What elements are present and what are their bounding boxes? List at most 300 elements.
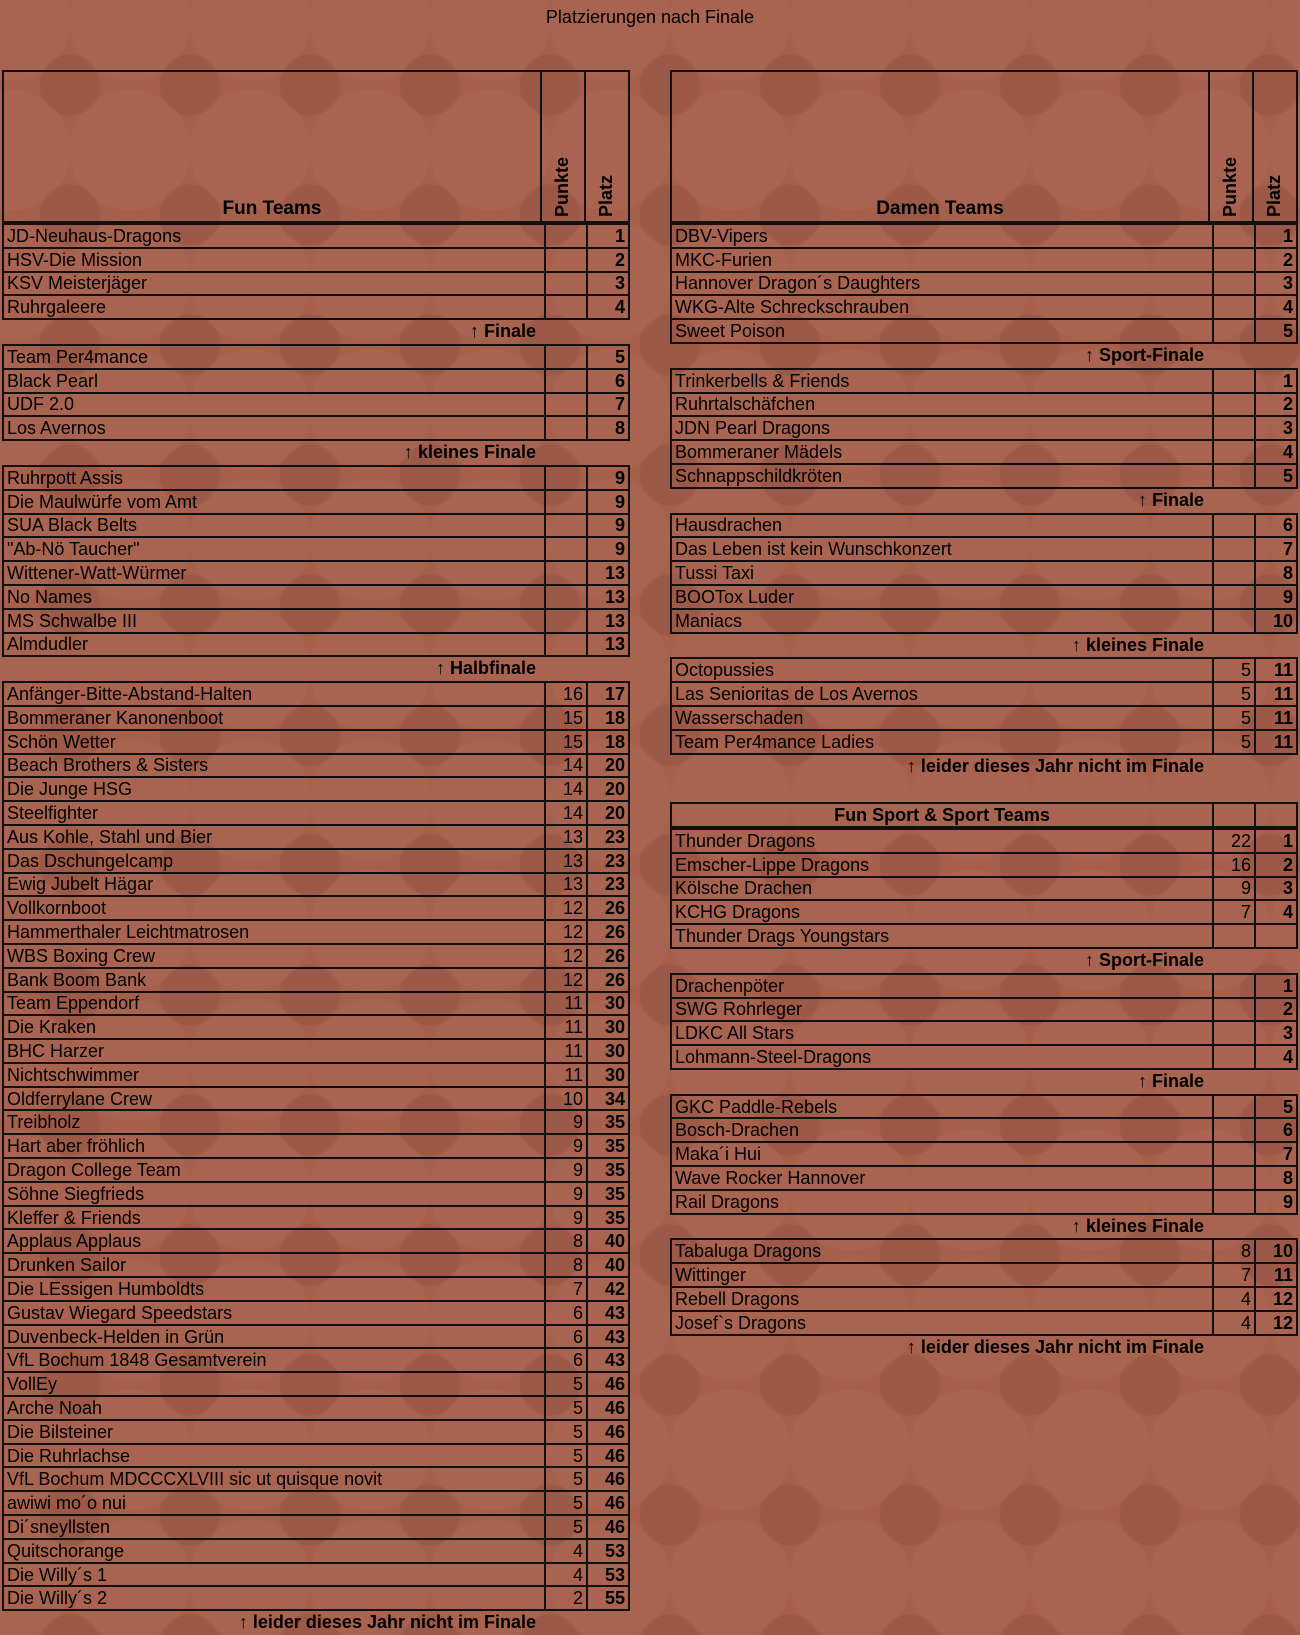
separator-label [670, 634, 1298, 658]
punkte-value [545, 609, 587, 633]
platz-value: 20 [587, 777, 629, 801]
punkte-value [545, 585, 587, 609]
platz-value: 2 [1255, 393, 1297, 417]
table-row [671, 416, 1297, 440]
punkte-value [545, 345, 587, 369]
fun-teams-title: Fun Teams [222, 198, 322, 219]
arrow-up-icon: ↑ [1084, 949, 1094, 970]
punkte-value [1213, 295, 1255, 319]
table-row [3, 754, 629, 778]
punkte-value [1213, 248, 1255, 272]
platz-value: 7 [1255, 1142, 1297, 1166]
team-name: Die Ruhrlachse [3, 1444, 545, 1468]
table-row [671, 1142, 1297, 1166]
platz-value: 4 [1255, 295, 1297, 319]
platz-value: 13 [587, 585, 629, 609]
team-name: Duvenbeck-Helden in Grün [3, 1325, 545, 1349]
separator-text: kleines Finale [1085, 1215, 1204, 1236]
table-row [671, 1263, 1297, 1287]
damen-teams-table [670, 223, 1298, 778]
punkte-value: 9 [545, 1158, 587, 1182]
team-name: WKG-Alte Schreckschrauben [671, 295, 1213, 319]
table-row [671, 369, 1297, 393]
platz-value: 1 [1255, 829, 1297, 853]
table-row [671, 1021, 1297, 1045]
team-name: Vollkornboot [3, 896, 545, 920]
platz-value: 40 [587, 1253, 629, 1277]
ranking-block [670, 513, 1298, 634]
team-name: Ruhrpott Assis [3, 466, 545, 490]
platz-value: 42 [587, 1277, 629, 1301]
punkte-value: 4 [545, 1539, 587, 1563]
arrow-up-icon: ↑ [1071, 1215, 1081, 1236]
platz-value: 30 [587, 1063, 629, 1087]
platz-value: 6 [1255, 514, 1297, 538]
team-name: Team Per4mance [3, 345, 545, 369]
team-name: WBS Boxing Crew [3, 944, 545, 968]
table-row [671, 658, 1297, 682]
table-row [3, 466, 629, 490]
separator-text: leider dieses Jahr nicht im Finale [252, 1612, 536, 1633]
team-name: Die Kraken [3, 1015, 545, 1039]
punkte-value: 13 [545, 849, 587, 873]
table-row [3, 585, 629, 609]
table-row [671, 1095, 1297, 1119]
team-name: Die Junge HSG [3, 777, 545, 801]
platz-value: 9 [1255, 585, 1297, 609]
team-name: Quitschorange [3, 1539, 545, 1563]
page-title: Platzierungen nach Finale [545, 7, 755, 27]
platz-value: 35 [587, 1110, 629, 1134]
team-name: Bank Boom Bank [3, 968, 545, 992]
team-name: Das Dschungelcamp [3, 849, 545, 873]
punkte-value [1213, 1142, 1255, 1166]
punkte-value: 9 [545, 1182, 587, 1206]
separator-text: Sport-Finale [1098, 344, 1204, 365]
table-row [671, 585, 1297, 609]
platz-value [1255, 924, 1297, 948]
punkte-value: 11 [545, 1039, 587, 1063]
table-row [671, 1287, 1297, 1311]
team-name: Wittinger [671, 1263, 1213, 1287]
ranking-block [2, 681, 630, 1611]
team-name: MKC-Furien [671, 248, 1213, 272]
platz-value: 8 [1255, 1166, 1297, 1190]
team-name: Söhne Siegfrieds [3, 1182, 545, 1206]
table-row [3, 1301, 629, 1325]
table-row [671, 609, 1297, 633]
platz-value: 5 [587, 345, 629, 369]
platz-value: 4 [587, 295, 629, 319]
table-row [671, 974, 1297, 998]
team-name: Drachenpöter [671, 974, 1213, 998]
team-name: Ewig Jubelt Hägar [3, 873, 545, 897]
table-row [671, 295, 1297, 319]
punkte-value: 7 [1213, 1263, 1255, 1287]
punkte-value: 5 [545, 1396, 587, 1420]
fun-teams-table [2, 223, 630, 1635]
platz-value: 6 [1255, 1118, 1297, 1142]
platz-value: 9 [1255, 1190, 1297, 1214]
platz-value: 40 [587, 1229, 629, 1253]
table-row [3, 1467, 629, 1491]
team-name: Aus Kohle, Stahl und Bier [3, 825, 545, 849]
punkte-value [1213, 416, 1255, 440]
table-row [671, 272, 1297, 296]
platz-value: 18 [587, 730, 629, 754]
team-name: JDN Pearl Dragons [671, 416, 1213, 440]
punkte-value: 5 [545, 1515, 587, 1539]
table-row [3, 1539, 629, 1563]
platz-value: 1 [587, 224, 629, 248]
punkte-value: 15 [545, 730, 587, 754]
arrow-up-icon: ↑ [1084, 344, 1094, 365]
separator-label [670, 949, 1298, 973]
fun-sport-teams-table [670, 802, 1298, 1359]
separator-label [670, 1215, 1298, 1239]
platz-value: 3 [1255, 272, 1297, 296]
table-row [3, 992, 629, 1016]
fun-teams-column [2, 70, 630, 1635]
team-name: Ruhrgaleere [3, 295, 545, 319]
punkte-value: 2 [545, 1586, 587, 1610]
punkte-value: 4 [545, 1563, 587, 1587]
punkte-value [1213, 272, 1255, 296]
team-name: Tussi Taxi [671, 561, 1213, 585]
separator-text: Finale [483, 321, 536, 342]
table-row [3, 1134, 629, 1158]
platz-value: 46 [587, 1515, 629, 1539]
table-row [3, 1586, 629, 1610]
separator-text: kleines Finale [1085, 634, 1204, 655]
platz-value: 12 [1255, 1287, 1297, 1311]
punkte-header: Punkte [540, 72, 584, 221]
team-name: Hart aber fröhlich [3, 1134, 545, 1158]
fun-teams-header [2, 70, 630, 223]
platz-value: 8 [587, 416, 629, 440]
table-row [671, 682, 1297, 706]
table-row [3, 1396, 629, 1420]
table-row [3, 825, 629, 849]
team-name: Treibholz [3, 1110, 545, 1134]
team-name: DBV-Vipers [671, 224, 1213, 248]
platz-value: 13 [587, 609, 629, 633]
table-row [671, 537, 1297, 561]
punkte-header: Punkte [1208, 72, 1252, 221]
team-name: Arche Noah [3, 1396, 545, 1420]
table-row [3, 345, 629, 369]
table-row [3, 1325, 629, 1349]
platz-value: 13 [587, 561, 629, 585]
platz-value: 12 [1255, 1311, 1297, 1335]
ranking-block [670, 223, 1298, 344]
punkte-value: 5 [1213, 682, 1255, 706]
table-row [671, 924, 1297, 948]
separator-label [2, 320, 630, 344]
platz-value: 23 [587, 849, 629, 873]
arrow-up-icon: ↑ [469, 321, 479, 342]
table-row [671, 393, 1297, 417]
table-row [3, 1515, 629, 1539]
team-name: SWG Rohrleger [671, 998, 1213, 1022]
ranking-block [2, 344, 630, 441]
punkte-value: 11 [545, 992, 587, 1016]
team-name: Bosch-Drachen [671, 1118, 1213, 1142]
table-row [3, 1039, 629, 1063]
punkte-value [1213, 514, 1255, 538]
punkte-cell [1213, 803, 1255, 827]
team-name: Tabaluga Dragons [671, 1239, 1213, 1263]
table-row [3, 1348, 629, 1372]
team-name: Beach Brothers & Sisters [3, 754, 545, 778]
table-row [3, 777, 629, 801]
team-name: Thunder Drags Youngstars [671, 924, 1213, 948]
damen-teams-header [670, 70, 1298, 223]
punkte-value: 8 [545, 1253, 587, 1277]
platz-value: 43 [587, 1348, 629, 1372]
table-row [3, 944, 629, 968]
punkte-value [1213, 1190, 1255, 1214]
team-name: Rail Dragons [671, 1190, 1213, 1214]
team-name: Nichtschwimmer [3, 1063, 545, 1087]
platz-value: 5 [1255, 1095, 1297, 1119]
team-name: VfL Bochum 1848 Gesamtverein [3, 1348, 545, 1372]
team-name: Josef`s Dragons [671, 1311, 1213, 1335]
platz-value: 10 [1255, 609, 1297, 633]
ranking-block [670, 1094, 1298, 1215]
table-row [3, 1206, 629, 1230]
platz-value: 3 [1255, 416, 1297, 440]
punkte-value: 11 [545, 1063, 587, 1087]
platz-value: 30 [587, 1039, 629, 1063]
team-name: Oldferrylane Crew [3, 1087, 545, 1111]
punkte-value [1213, 1045, 1255, 1069]
platz-value: 1 [1255, 974, 1297, 998]
table-row [3, 1182, 629, 1206]
team-name: VollEy [3, 1372, 545, 1396]
platz-value: 11 [1255, 682, 1297, 706]
punkte-value: 6 [545, 1325, 587, 1349]
punkte-value [1213, 464, 1255, 488]
table-row [671, 561, 1297, 585]
platz-value: 43 [587, 1325, 629, 1349]
team-name: JD-Neuhaus-Dragons [3, 224, 545, 248]
punkte-value [1213, 561, 1255, 585]
table-row [3, 369, 629, 393]
table-row [3, 1277, 629, 1301]
table-row [3, 224, 629, 248]
team-name: SUA Black Belts [3, 514, 545, 538]
table-row [3, 1110, 629, 1134]
table-row [3, 272, 629, 296]
punkte-value: 5 [545, 1491, 587, 1515]
punkte-value [1213, 585, 1255, 609]
punkte-value [1213, 393, 1255, 417]
table-row [671, 319, 1297, 343]
separator-text: Finale [1151, 1070, 1204, 1091]
team-name: Los Avernos [3, 416, 545, 440]
punkte-value: 8 [545, 1229, 587, 1253]
platz-value: 23 [587, 873, 629, 897]
team-name: Team Per4mance Ladies [671, 730, 1213, 754]
team-name: HSV-Die Mission [3, 248, 545, 272]
punkte-value [1213, 319, 1255, 343]
table-row [3, 1087, 629, 1111]
platz-value: 46 [587, 1372, 629, 1396]
punkte-value: 5 [545, 1444, 587, 1468]
punkte-value [545, 295, 587, 319]
table-row [3, 609, 629, 633]
table-row [3, 1229, 629, 1253]
team-name: LDKC All Stars [671, 1021, 1213, 1045]
table-row [3, 968, 629, 992]
platz-value: 13 [587, 633, 629, 657]
punkte-value: 14 [545, 777, 587, 801]
punkte-value [1213, 924, 1255, 948]
team-name: Wittener-Watt-Würmer [3, 561, 545, 585]
platz-value: 35 [587, 1134, 629, 1158]
platz-value: 7 [1255, 537, 1297, 561]
punkte-value [1213, 1166, 1255, 1190]
platz-value: 11 [1255, 706, 1297, 730]
platz-value: 9 [587, 537, 629, 561]
team-name: Di´sneyllsten [3, 1515, 545, 1539]
punkte-value: 6 [545, 1301, 587, 1325]
punkte-value: 16 [1213, 853, 1255, 877]
table-row [3, 1158, 629, 1182]
team-name: "Ab-Nö Taucher" [3, 537, 545, 561]
punkte-value [545, 393, 587, 417]
punkte-value: 12 [545, 968, 587, 992]
arrow-up-icon: ↑ [1137, 489, 1147, 510]
table-row [3, 682, 629, 706]
platz-value: 11 [1255, 730, 1297, 754]
ranking-block [2, 465, 630, 657]
team-name: Die Willy´s 1 [3, 1563, 545, 1587]
punkte-value: 14 [545, 801, 587, 825]
table-row [671, 1190, 1297, 1214]
team-name: Die Willy´s 2 [3, 1586, 545, 1610]
platz-value: 46 [587, 1444, 629, 1468]
ranking-block [670, 657, 1298, 754]
team-name: Kleffer & Friends [3, 1206, 545, 1230]
punkte-value: 14 [545, 754, 587, 778]
punkte-value [545, 224, 587, 248]
table-row [3, 416, 629, 440]
punkte-value [1213, 1021, 1255, 1045]
platz-value: 7 [587, 393, 629, 417]
table-row [3, 393, 629, 417]
separator-text: Halbfinale [449, 658, 536, 679]
arrow-up-icon: ↑ [403, 442, 413, 463]
punkte-value [545, 248, 587, 272]
table-row [3, 537, 629, 561]
team-name: Sweet Poison [671, 319, 1213, 343]
platz-value: 26 [587, 896, 629, 920]
platz-value: 4 [1255, 440, 1297, 464]
platz-header: Platz [584, 72, 628, 221]
platz-value: 9 [587, 466, 629, 490]
platz-value: 6 [587, 369, 629, 393]
table-row [671, 464, 1297, 488]
separator-text: Finale [1151, 489, 1204, 510]
team-name: Hammerthaler Leichtmatrosen [3, 920, 545, 944]
team-name: Las Senioritas de Los Avernos [671, 682, 1213, 706]
punkte-value: 9 [545, 1134, 587, 1158]
separator-label [670, 344, 1298, 368]
platz-value: 1 [1255, 369, 1297, 393]
punkte-value [545, 633, 587, 657]
spacer [670, 778, 1298, 802]
platz-value: 34 [587, 1087, 629, 1111]
table-row [671, 248, 1297, 272]
table-row [3, 1420, 629, 1444]
table-row [671, 1045, 1297, 1069]
platz-value: 18 [587, 706, 629, 730]
team-name: Drunken Sailor [3, 1253, 545, 1277]
table-row [3, 561, 629, 585]
separator-label [670, 1336, 1298, 1360]
team-name: GKC Paddle-Rebels [671, 1095, 1213, 1119]
team-name: Ruhrtalschäfchen [671, 393, 1213, 417]
platz-value: 20 [587, 754, 629, 778]
punkte-value: 5 [545, 1372, 587, 1396]
platz-cell [1255, 803, 1297, 827]
platz-value: 46 [587, 1396, 629, 1420]
team-name: Maniacs [671, 609, 1213, 633]
platz-value: 35 [587, 1206, 629, 1230]
table-row [3, 248, 629, 272]
team-name: Bommeraner Kanonenboot [3, 706, 545, 730]
separator-label [670, 1070, 1298, 1094]
table-row [3, 849, 629, 873]
punkte-value: 7 [545, 1277, 587, 1301]
arrow-up-icon: ↑ [435, 658, 445, 679]
team-name: Das Leben ist kein Wunschkonzert [671, 537, 1213, 561]
platz-value: 5 [1255, 319, 1297, 343]
punkte-value [545, 416, 587, 440]
team-name: Wave Rocker Hannover [671, 1166, 1213, 1190]
platz-value: 3 [1255, 877, 1297, 901]
team-name: Die Bilsteiner [3, 1420, 545, 1444]
platz-value: 20 [587, 801, 629, 825]
punkte-value: 13 [545, 825, 587, 849]
table-row [671, 1239, 1297, 1263]
table-row [3, 295, 629, 319]
team-name: Lohmann-Steel-Dragons [671, 1045, 1213, 1069]
platz-value: 46 [587, 1420, 629, 1444]
platz-value: 11 [1255, 658, 1297, 682]
punkte-value: 12 [545, 920, 587, 944]
punkte-value: 9 [545, 1110, 587, 1134]
separator-text: Sport-Finale [1098, 949, 1204, 970]
team-name: KCHG Dragons [671, 900, 1213, 924]
separator-text: leider dieses Jahr nicht im Finale [920, 755, 1204, 776]
arrow-up-icon: ↑ [1071, 634, 1081, 655]
platz-value: 53 [587, 1539, 629, 1563]
team-name: Die Maulwürfe vom Amt [3, 490, 545, 514]
table-row [3, 1063, 629, 1087]
table-row [671, 1311, 1297, 1335]
punkte-value: 12 [545, 944, 587, 968]
platz-value: 3 [587, 272, 629, 296]
fun-sport-header [670, 802, 1298, 828]
table-row [671, 1118, 1297, 1142]
platz-value: 5 [1255, 464, 1297, 488]
table-row [671, 877, 1297, 901]
team-name: No Names [3, 585, 545, 609]
platz-value: 2 [1255, 248, 1297, 272]
